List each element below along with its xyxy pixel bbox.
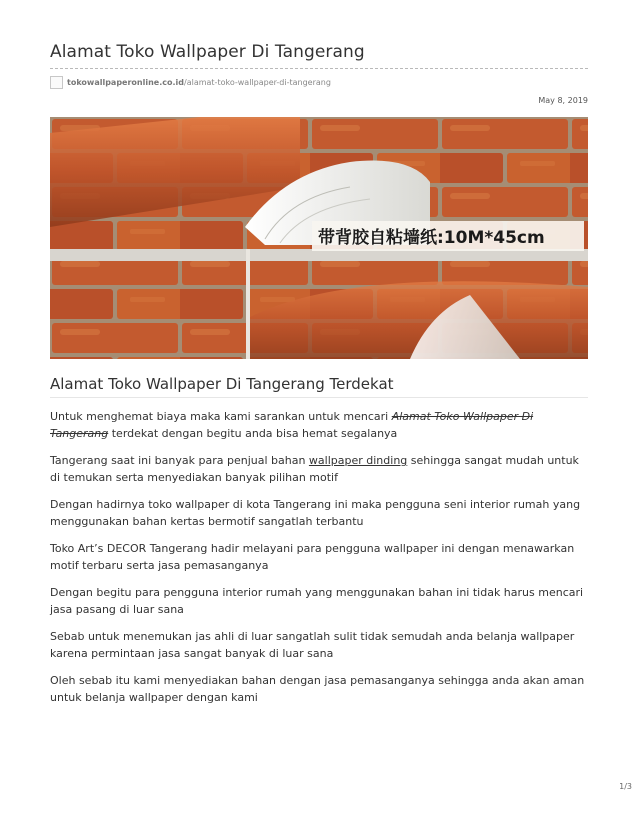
brick-wallpaper-illustration (50, 117, 588, 359)
p2-text-after: sehingga sangat mudah untuk di temukan serta menyediakan banyak pilihan motif (50, 454, 579, 484)
source-line[interactable] (50, 74, 331, 90)
section-heading: Alamat Toko Wallpaper Di Tangerang Terdekat (50, 375, 394, 393)
p1-text-before: Untuk menghemat biaya maka kami sarankan untuk mencari (50, 410, 392, 423)
page-title: Alamat Toko Wallpaper Di Tangerang (50, 42, 365, 62)
paragraph-4: Toko Art’s DECOR Tangerang hadir melayani para pengguna wallpaper ini dengan menawarkan motif terbaru serta jasa pemasanganya (50, 542, 575, 572)
paragraph-3: Dengan hadirnya toko wallpaper di kota Tangerang ini maka pengguna seni interior rumah yang menggunakan bahan kertas bermotif sangatlah terbantu (50, 498, 581, 528)
publish-date: May 8, 2019 (538, 96, 588, 105)
p2-text-before: Tangerang saat ini banyak para penjual bahan (50, 454, 309, 467)
paragraph-6: Sebab untuk menemukan jas ahli di luar sangatlah sulit tidak semudah anda belanja wallpaper karena permintaan jasa sangat banyak di luar sana (50, 630, 575, 660)
brick-wallpaper-image (50, 117, 588, 359)
source-path[interactable]: /alamat-toko-wallpaper-di-tangerang (184, 77, 331, 87)
hero-caption: 带背胶自粘墙纸:10M*45cm (318, 228, 545, 248)
title-divider (50, 68, 588, 69)
p1-text-after: terdekat dengan begitu anda bisa hemat segalanya (108, 427, 398, 440)
paragraph-1 (50, 408, 588, 442)
link-alamat-toko[interactable]: Alamat Toko Wallpaper Di Tangerang (50, 410, 534, 440)
heading-divider (50, 397, 588, 398)
page-number: 1/3 (619, 782, 632, 791)
paragraph-2 (50, 452, 588, 486)
source-domain[interactable]: tokowallpaperonline.co.id (67, 77, 184, 87)
article-body (50, 408, 588, 716)
paragraph-5: Dengan begitu para pengguna interior rumah yang menggunakan bahan ini tidak harus mencari jasa pasang di luar sana (50, 586, 584, 616)
paragraph-7: Oleh sebab itu kami menyediakan bahan dengan jasa pemasanganya sehingga anda akan aman untuk belanja wallpaper dengan kami (50, 674, 585, 704)
link-wallpaper-dinding[interactable]: wallpaper dinding (308, 454, 408, 467)
site-favicon-icon (50, 76, 63, 89)
